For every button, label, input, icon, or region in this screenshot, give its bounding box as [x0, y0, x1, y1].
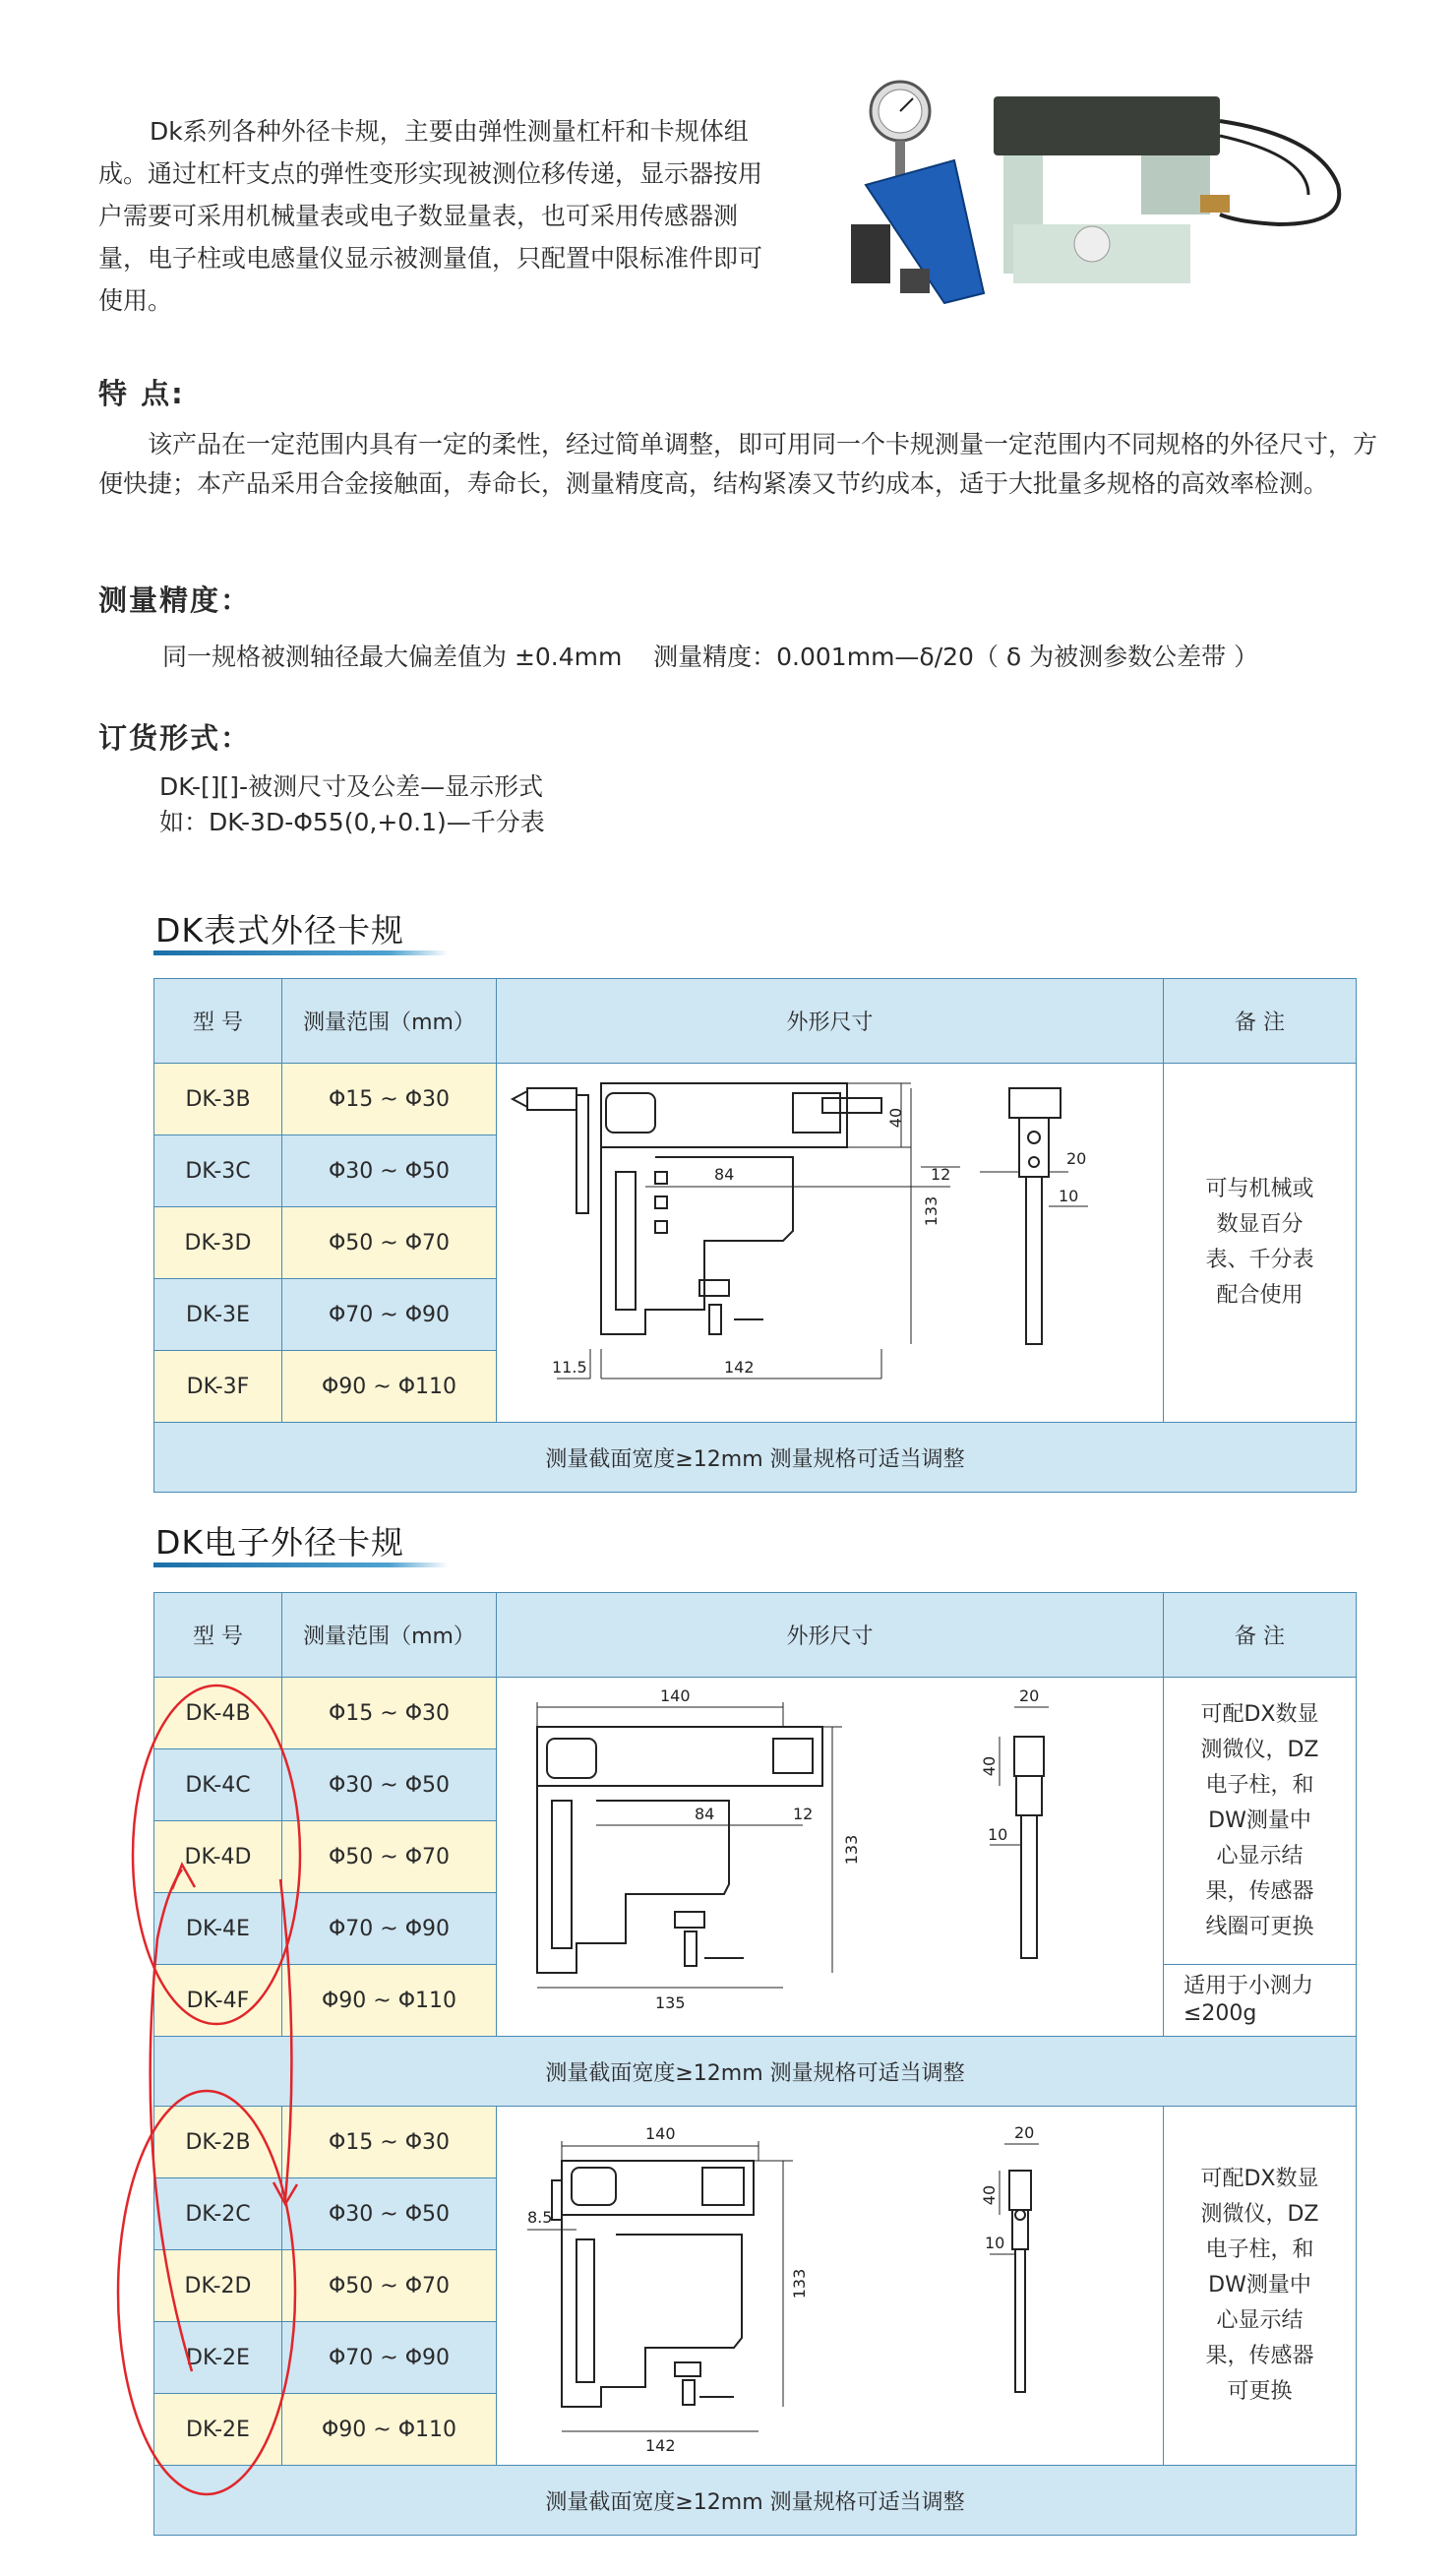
- drawing-cell: [497, 2107, 1164, 2466]
- range-cell: Φ30 ~ Φ50: [282, 1749, 497, 1821]
- model-cell: DK-4E: [154, 1893, 282, 1965]
- note-cell: 可配DX数显测微仪，DZ电子柱，和DW测量中心显示结果，传感器可更换: [1164, 2107, 1357, 2466]
- model-cell: DK-3F: [154, 1351, 282, 1423]
- dim-label: 20: [1018, 1686, 1039, 1705]
- dim-label: 142: [723, 1358, 755, 1377]
- dk3-drawing: [498, 1064, 1163, 1416]
- model-cell: DK-3C: [154, 1135, 282, 1207]
- dim-label: 140: [659, 1686, 691, 1705]
- dial-stem: [527, 1088, 576, 1110]
- model-cell: DK-2E: [154, 2322, 282, 2394]
- header-dims: 外形尺寸: [497, 1593, 1164, 1678]
- dim-label: 10: [987, 1825, 1007, 1844]
- range-cell: Φ30 ~ Φ50: [282, 1135, 497, 1207]
- dim-label: 133: [789, 2268, 809, 2299]
- dk4-drawing: [498, 1678, 1163, 2030]
- note-cell-small-force: 适用于小测力≤200g: [1164, 1965, 1357, 2037]
- dim-label: 10: [1058, 1187, 1078, 1205]
- dim-label: 142: [644, 2436, 676, 2455]
- header-model: 型 号: [154, 979, 282, 1064]
- header-model: 型 号: [154, 1593, 282, 1678]
- dim-label: 135: [654, 1993, 686, 2012]
- order-line-2: 如：DK-3D-Φ55(0,+0.1)—千分表: [159, 808, 545, 836]
- model-cell: DK-4F: [154, 1965, 282, 2037]
- range-cell: Φ50 ~ Φ70: [282, 1821, 497, 1893]
- range-cell: Φ70 ~ Φ90: [282, 2322, 497, 2394]
- range-cell: Φ50 ~ Φ70: [282, 1207, 497, 1279]
- table1-title-underline: [153, 950, 449, 955]
- range-cell: Φ15 ~ Φ30: [282, 1678, 497, 1749]
- range-cell: Φ50 ~ Φ70: [282, 2250, 497, 2322]
- red-circle-lower: [118, 2091, 295, 2494]
- range-cell: Φ70 ~ Φ90: [282, 1893, 497, 1965]
- red-circle-upper: [133, 1685, 300, 2024]
- dim-label: 10: [984, 2234, 1004, 2252]
- dim-label: 84: [713, 1165, 734, 1184]
- model-cell: DK-4B: [154, 1678, 282, 1749]
- product-photo: [846, 77, 1377, 313]
- table2-title: DK电子外径卡规: [155, 1523, 405, 1562]
- table-row: [154, 1064, 1357, 1135]
- dim-label: 8.5: [526, 2208, 552, 2227]
- dim-label: 12: [930, 1165, 950, 1184]
- header-note: 备 注: [1164, 1593, 1357, 1678]
- model-cell: DK-2E: [154, 2394, 282, 2466]
- red-arrowhead-left: [172, 1865, 195, 1889]
- features-text: 该产品在一定范围内具有一定的柔性，经过简单调整，即可用同一个卡规测量一定范围内不同规格的外径尺寸，方便快捷；本产品采用合金接触面，寿命长，测量精度高，结构紧凑又节约成本，适于大批量多规格的高效率检测。: [98, 430, 1378, 498]
- red-annotation-overlay: [89, 1663, 344, 2529]
- dim-label: 133: [841, 1834, 861, 1866]
- dk2-drawing: [498, 2107, 1163, 2459]
- header-range: 测量范围（mm）: [282, 979, 497, 1064]
- order-line-1: DK-[][]-被测尺寸及公差—显示形式: [159, 772, 544, 801]
- dim-label: 20: [1065, 1149, 1086, 1168]
- model-cell: DK-3D: [154, 1207, 282, 1279]
- range-cell: Φ30 ~ Φ50: [282, 2178, 497, 2250]
- model-cell: DK-2B: [154, 2107, 282, 2178]
- order-heading: 订货形式：: [98, 721, 252, 755]
- table2-footer-b: 测量截面宽度≥12mm 测量规格可适当调整: [154, 2466, 1357, 2536]
- dim-label: 133: [921, 1195, 940, 1227]
- red-arrow-left: [151, 1869, 192, 2371]
- dim-label: 84: [694, 1805, 714, 1823]
- features-heading: 特 点:: [98, 377, 185, 410]
- drawing-cell: [497, 1678, 1164, 2037]
- accuracy-heading: 测量精度：: [98, 583, 252, 617]
- model-cell: DK-3B: [154, 1064, 282, 1135]
- range-cell: Φ70 ~ Φ90: [282, 1279, 497, 1351]
- dim-label: 20: [1013, 2123, 1034, 2142]
- table2-footer-a: 测量截面宽度≥12mm 测量规格可适当调整: [154, 2037, 1357, 2107]
- accuracy-text: 同一规格被测轴径最大偏差值为 ±0.4mm 测量精度：0.001mm—δ/20（ δ 为被测参数公差带 ）: [162, 643, 1259, 671]
- model-cell: DK-2D: [154, 2250, 282, 2322]
- table1-title: DK表式外径卡规: [155, 911, 405, 950]
- model-cell: DK-4C: [154, 1749, 282, 1821]
- note-cell: 可与机械或数显百分表、千分表配合使用: [1164, 1064, 1357, 1423]
- red-arrow-right: [280, 1879, 291, 2199]
- range-cell: Φ15 ~ Φ30: [282, 2107, 497, 2178]
- dim-label: 12: [792, 1805, 813, 1823]
- header-note: 备 注: [1164, 979, 1357, 1064]
- table1-footer: 测量截面宽度≥12mm 测量规格可适当调整: [154, 1423, 1357, 1493]
- range-cell: Φ15 ~ Φ30: [282, 1064, 497, 1135]
- table2-title-underline: [153, 1563, 449, 1567]
- dim-label: 40: [885, 1107, 905, 1129]
- model-cell: DK-4D: [154, 1821, 282, 1893]
- dim-label: 40: [979, 2184, 999, 2206]
- header-range: 测量范围（mm）: [282, 1593, 497, 1678]
- note-cell: 可配DX数显测微仪，DZ电子柱，和DW测量中心显示结果，传感器线圈可更换: [1164, 1678, 1357, 1965]
- range-cell: Φ90 ~ Φ110: [282, 1965, 497, 2037]
- table1: [153, 978, 1357, 1493]
- dim-label: 140: [644, 2124, 676, 2143]
- header-dims: 外形尺寸: [497, 979, 1164, 1064]
- dim-label: 11.5: [551, 1358, 587, 1377]
- model-cell: DK-3E: [154, 1279, 282, 1351]
- range-cell: Φ90 ~ Φ110: [282, 1351, 497, 1423]
- dim-label: 40: [979, 1755, 999, 1777]
- model-cell: DK-2C: [154, 2178, 282, 2250]
- drawing-cell: [497, 1064, 1164, 1423]
- intro-paragraph: Dk系列各种外径卡规，主要由弹性测量杠杆和卡规体组成。通过杠杆支点的弹性变形实现被测位移传递，显示器按用户需要可采用机械量表或电子数显量表，也可采用传感器测量，电子柱或电感量仪显示被测量值，只配置中限标准件即可使用。: [98, 117, 763, 315]
- range-cell: Φ90 ~ Φ110: [282, 2394, 497, 2466]
